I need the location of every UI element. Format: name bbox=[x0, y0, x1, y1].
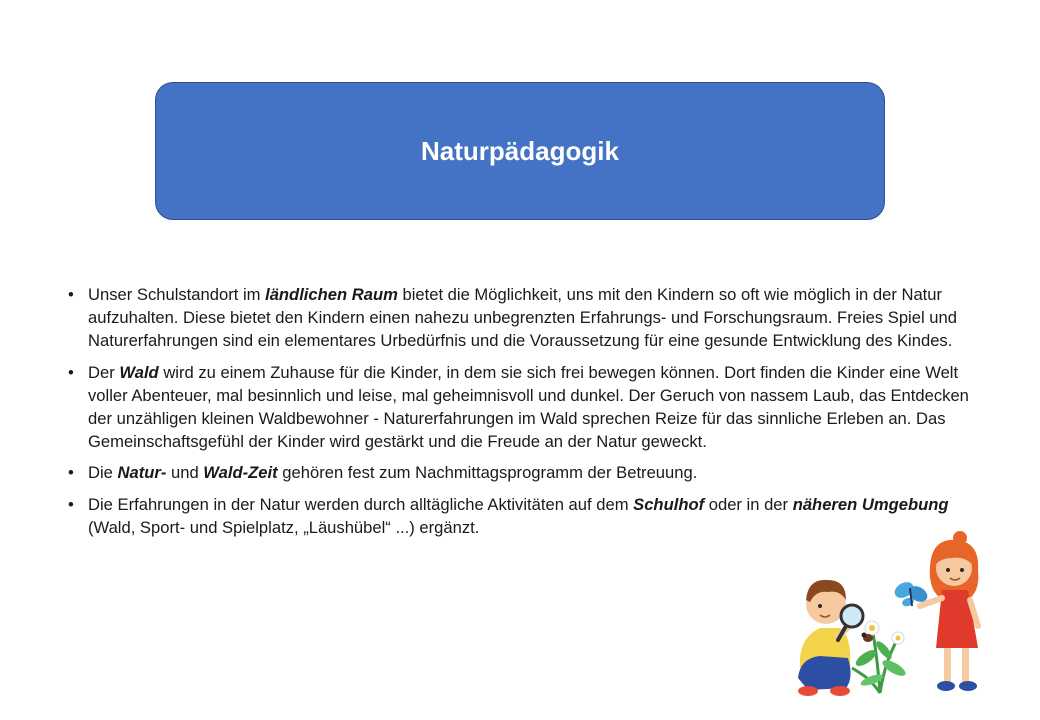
bullet-text: Die Erfahrungen in der Natur werden durch alltägliche Aktivitäten auf dem bbox=[88, 494, 634, 514]
content-area bbox=[66, 283, 996, 547]
bullet-list bbox=[66, 283, 996, 539]
bullet-text: oder in der bbox=[704, 494, 793, 514]
boy-icon bbox=[798, 580, 863, 696]
bullet-dot: • bbox=[68, 494, 74, 514]
bullet-text: Unser Schulstandort im bbox=[88, 285, 266, 304]
bullet-item bbox=[66, 283, 996, 353]
bullet-text: und bbox=[166, 463, 204, 483]
bullet-dot: • bbox=[68, 362, 74, 382]
girl-icon bbox=[920, 531, 978, 691]
emphasis-text: Natur- bbox=[117, 463, 167, 483]
bullet-text: wird zu einem Zuhause für die Kinder, in dem sie sich frei bewegen können. Dort finden die Kinder eine Welt voller Abenteuer, mal besinnlich und leise, mal geheimnisvoll und dunkel. Der Geruch von nassem Laub, das Entdecken der unzähligen kleinen Waldbewohner - Naturerfahrungen im Wald sprechen Reize für das sinnliche Erleben an. Das Gemeinschaftsgefühl der Kinder wird gestärkt und die Freude an der Natur geweckt. bbox=[88, 362, 969, 452]
title-box bbox=[155, 82, 885, 220]
page-title: Naturpädagogik bbox=[421, 135, 619, 166]
bullet-item bbox=[66, 461, 996, 484]
emphasis-text: ländlichen Raum bbox=[265, 285, 398, 304]
emphasis-text: Wald bbox=[119, 362, 159, 382]
emphasis-text: Wald-Zeit bbox=[203, 463, 278, 483]
bullet-dot: • bbox=[68, 285, 74, 304]
emphasis-text: näheren Umgebung bbox=[792, 494, 949, 514]
bullet-text: Der bbox=[88, 362, 120, 382]
bullet-text: gehören fest zum Nachmittagsprogramm der Betreuung. bbox=[277, 463, 698, 483]
plant-icon bbox=[852, 621, 908, 693]
bullet-dot: • bbox=[68, 463, 74, 483]
bullet-item bbox=[66, 361, 996, 454]
emphasis-text: Schulhof bbox=[633, 494, 705, 514]
children-exploring-nature-illustration bbox=[780, 528, 995, 698]
bullet-text: bietet die Möglichkeit, uns mit den Kindern so oft wie möglich in der Natur aufzuhalten. Diese bietet den Kindern einen nahezu unbegrenzten Erfahrungs- und Forschungsraum. Freies Spiel und Naturerfahrungen sind ein elementares Urbedürfnis und die Voraussetzung für eine gesunde Entwicklung des Kindes. bbox=[88, 285, 957, 351]
bullet-text: Die bbox=[88, 463, 118, 483]
bullet-text: (Wald, Sport- und Spielplatz, „Läushübel“ ...) ergänzt. bbox=[88, 517, 480, 537]
